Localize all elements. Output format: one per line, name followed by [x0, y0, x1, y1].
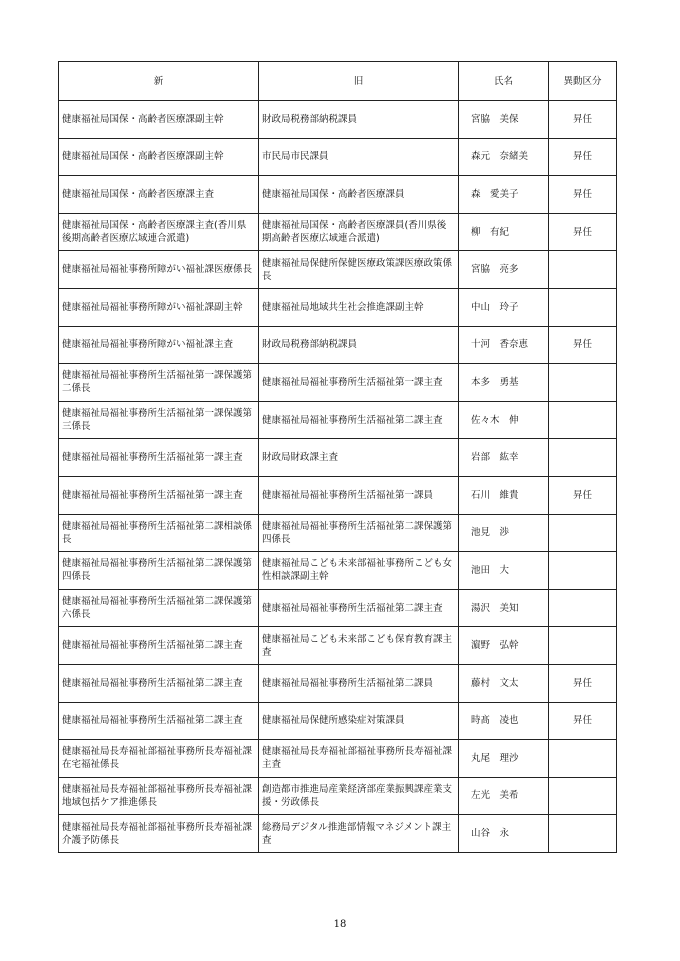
cell-kind: 昇任: [549, 138, 617, 176]
table-row: [59, 740, 617, 778]
cell-kind: [549, 288, 617, 326]
table-row: [59, 251, 617, 289]
cell-kind: [549, 364, 617, 402]
cell-old: 健康福祉局福祉事務所生活福祉第一課員: [259, 476, 459, 514]
cell-kind: 昇任: [549, 476, 617, 514]
table-row: [59, 213, 617, 251]
cell-kind: [549, 777, 617, 815]
table-row: [59, 552, 617, 590]
table-row: [59, 138, 617, 176]
cell-new: 健康福祉局国保・高齢者医療課主査: [59, 176, 259, 214]
cell-name: 中山 玲子: [459, 288, 549, 326]
cell-new: 健康福祉局福祉事務所生活福祉第二課相談係長: [59, 514, 259, 552]
cell-name: 池見 渉: [459, 514, 549, 552]
cell-name: 森 愛美子: [459, 176, 549, 214]
cell-new: 健康福祉局福祉事務所生活福祉第二課主査: [59, 664, 259, 702]
table-row: [59, 326, 617, 364]
cell-old: 健康福祉局福祉事務所生活福祉第一課主査: [259, 364, 459, 402]
cell-name: 山谷 永: [459, 815, 549, 853]
header-kind: 異動区分: [549, 62, 617, 101]
cell-old: 総務局デジタル推進部情報マネジメント課主査: [259, 815, 459, 853]
cell-kind: 昇任: [549, 664, 617, 702]
cell-old: 健康福祉局国保・高齢者医療課員(香川県後期高齢者医療広域連合派遣): [259, 213, 459, 251]
cell-new: 健康福祉局国保・高齢者医療課主査(香川県後期高齢者医療広域連合派遣): [59, 213, 259, 251]
cell-name: 岩部 紘幸: [459, 439, 549, 477]
cell-old: 市民局市民課員: [259, 138, 459, 176]
cell-new: 健康福祉局福祉事務所障がい福祉課医療係長: [59, 251, 259, 289]
cell-name: 宮脇 亮多: [459, 251, 549, 289]
cell-kind: 昇任: [549, 101, 617, 139]
cell-new: 健康福祉局福祉事務所生活福祉第一課保護第三係長: [59, 401, 259, 439]
table-row: [59, 627, 617, 665]
table-row: [59, 288, 617, 326]
cell-name: 丸尾 理沙: [459, 740, 549, 778]
cell-name: 藤村 文太: [459, 664, 549, 702]
cell-old: 財政局税務部納税課員: [259, 101, 459, 139]
cell-kind: 昇任: [549, 176, 617, 214]
cell-name: 左光 美希: [459, 777, 549, 815]
header-new: 新: [59, 62, 259, 101]
table-row: [59, 401, 617, 439]
table-row: [59, 702, 617, 740]
cell-old: 創造都市推進局産業経済部産業振興課産業支援・労政係長: [259, 777, 459, 815]
table-row: [59, 476, 617, 514]
cell-kind: [549, 740, 617, 778]
cell-old: 健康福祉局保健所感染症対策課員: [259, 702, 459, 740]
cell-old: 健康福祉局地域共生社会推進課副主幹: [259, 288, 459, 326]
table-row: [59, 101, 617, 139]
cell-new: 健康福祉局福祉事務所生活福祉第一課主査: [59, 439, 259, 477]
table-row: [59, 815, 617, 853]
page-number: 18: [333, 919, 347, 930]
table-row: [59, 176, 617, 214]
cell-old: 健康福祉局福祉事務所生活福祉第二課保護第四係長: [259, 514, 459, 552]
cell-kind: 昇任: [549, 702, 617, 740]
cell-new: 健康福祉局長寿福祉部福祉事務所長寿福祉課介護予防係長: [59, 815, 259, 853]
cell-new: 健康福祉局福祉事務所生活福祉第二課保護第四係長: [59, 552, 259, 590]
cell-new: 健康福祉局福祉事務所障がい福祉課主査: [59, 326, 259, 364]
cell-name: 本多 勇基: [459, 364, 549, 402]
cell-name: 石川 維貴: [459, 476, 549, 514]
cell-new: 健康福祉局長寿福祉部福祉事務所長寿福祉課地域包括ケア推進係長: [59, 777, 259, 815]
cell-kind: [549, 251, 617, 289]
cell-old: 健康福祉局保健所保健医療政策課医療政策係長: [259, 251, 459, 289]
cell-old: 健康福祉局長寿福祉部福祉事務所長寿福祉課主査: [259, 740, 459, 778]
cell-new: 健康福祉局福祉事務所生活福祉第二課保護第六係長: [59, 589, 259, 627]
table-row: [59, 364, 617, 402]
cell-new: 健康福祉局国保・高齢者医療課副主幹: [59, 138, 259, 176]
cell-old: 健康福祉局福祉事務所生活福祉第二課主査: [259, 401, 459, 439]
table-row: [59, 664, 617, 702]
header-name: 氏名: [459, 62, 549, 101]
cell-kind: 昇任: [549, 326, 617, 364]
cell-kind: [549, 627, 617, 665]
cell-old: 財政局税務部納税課員: [259, 326, 459, 364]
cell-name: 湯沢 美知: [459, 589, 549, 627]
cell-name: 佐々木 伸: [459, 401, 549, 439]
cell-old: 健康福祉局こども未来部こども保育教育課主査: [259, 627, 459, 665]
cell-kind: [549, 514, 617, 552]
cell-old: 健康福祉局国保・高齢者医療課員: [259, 176, 459, 214]
cell-kind: 昇任: [549, 213, 617, 251]
table-row: [59, 777, 617, 815]
cell-new: 健康福祉局福祉事務所生活福祉第一課主査: [59, 476, 259, 514]
cell-new: 健康福祉局福祉事務所生活福祉第一課保護第二係長: [59, 364, 259, 402]
header-old: 旧: [259, 62, 459, 101]
cell-new: 健康福祉局福祉事務所生活福祉第二課主査: [59, 702, 259, 740]
cell-old: 財政局財政課主査: [259, 439, 459, 477]
cell-name: 池田 大: [459, 552, 549, 590]
cell-old: 健康福祉局福祉事務所生活福祉第二課員: [259, 664, 459, 702]
cell-kind: [549, 589, 617, 627]
table-row: [59, 439, 617, 477]
cell-name: 濵野 弘幹: [459, 627, 549, 665]
cell-name: 柳 有紀: [459, 213, 549, 251]
cell-new: 健康福祉局福祉事務所障がい福祉課副主幹: [59, 288, 259, 326]
cell-kind: [549, 815, 617, 853]
cell-kind: [549, 439, 617, 477]
cell-kind: [549, 401, 617, 439]
cell-old: 健康福祉局こども未来部福祉事務所こども女性相談課副主幹: [259, 552, 459, 590]
cell-new: 健康福祉局長寿福祉部福祉事務所長寿福祉課在宅福祉係長: [59, 740, 259, 778]
cell-old: 健康福祉局福祉事務所生活福祉第二課主査: [259, 589, 459, 627]
cell-name: 森元 奈緒美: [459, 138, 549, 176]
cell-new: 健康福祉局福祉事務所生活福祉第二課主査: [59, 627, 259, 665]
cell-name: 宮脇 美保: [459, 101, 549, 139]
cell-new: 健康福祉局国保・高齢者医療課副主幹: [59, 101, 259, 139]
header-row: [59, 62, 617, 101]
cell-name: 十河 香奈恵: [459, 326, 549, 364]
table-row: [59, 589, 617, 627]
table-row: [59, 514, 617, 552]
personnel-table: [58, 61, 617, 853]
cell-name: 時髙 凌也: [459, 702, 549, 740]
cell-kind: [549, 552, 617, 590]
